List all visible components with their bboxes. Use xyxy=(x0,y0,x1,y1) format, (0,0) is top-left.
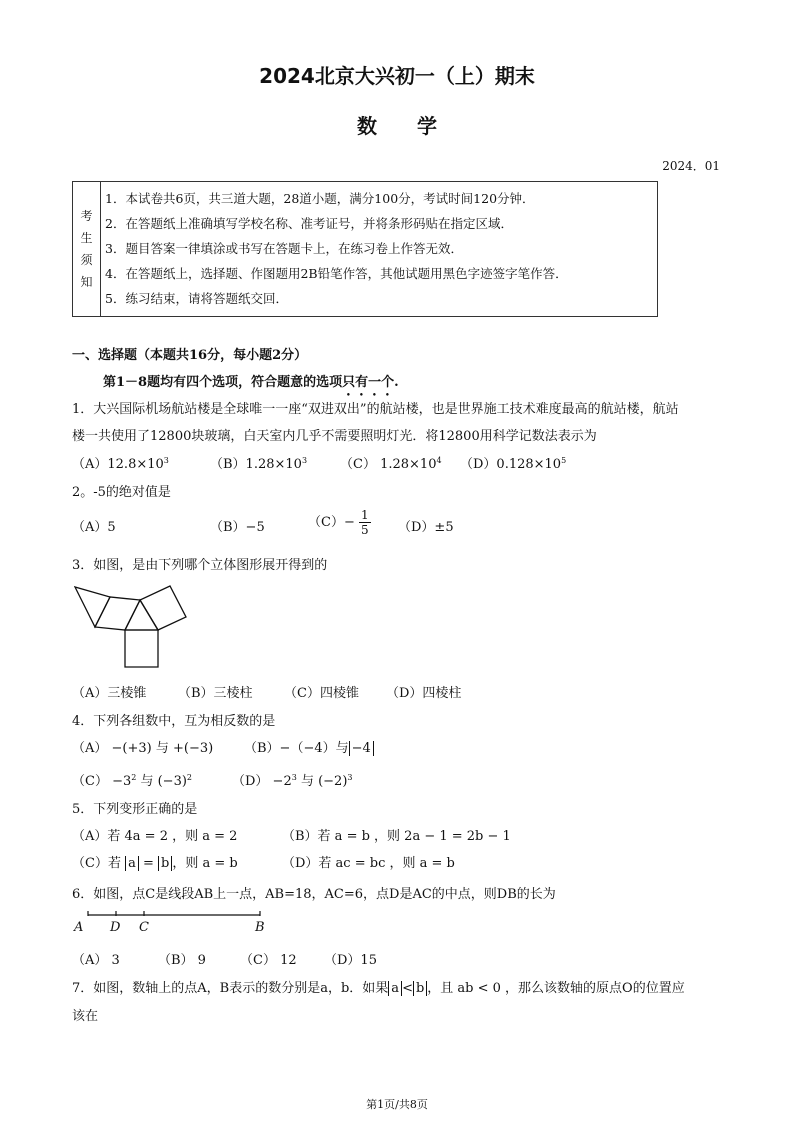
q6-option-d: （D）15 xyxy=(324,953,377,968)
q2-option-d: （D）±5 xyxy=(398,520,454,535)
q5-c-suffix: ，则 a = b xyxy=(172,856,238,871)
q5-c-abs-a: a xyxy=(125,856,139,871)
q1-a-text: （A）12.8×10 xyxy=(72,457,164,472)
q1-option-d xyxy=(460,453,566,472)
q4-option-c xyxy=(72,770,192,789)
section-heading: 一、选择题（本题共16分，每小题2分） xyxy=(72,348,308,363)
notice-item: 1．本试卷共6页，共三道大题，28道小题，满分100分，考试时间120分钟． xyxy=(105,191,535,206)
q4-c-part2: 与 (−3) xyxy=(136,774,187,789)
q6-option-c: （C） 12 xyxy=(240,953,297,968)
instruction-prefix: 第1－8题均有四个选项，符合题意的选项 xyxy=(103,375,343,390)
q5-stem: 5．下列变形正确的是 xyxy=(72,802,198,817)
notice-box xyxy=(72,181,658,317)
q6-stem: 6．如图，点C是线段AB上一点，AB=18，AC=6，点D是AC的中点，则DB的长为 xyxy=(72,887,556,902)
q1-option-a xyxy=(72,453,169,472)
instruction-emphasis: 只有一个 xyxy=(342,375,395,390)
q3-center-triangle xyxy=(125,600,158,630)
q4-d-part1: （D） −2 xyxy=(232,774,292,789)
q7-suffix: ，且 ab < 0 ，那么该数轴的原点O的位置应 xyxy=(427,981,685,996)
q3-option-b: （B）三棱柱 xyxy=(178,686,253,701)
q3-bottom-square xyxy=(125,630,158,667)
section-instruction xyxy=(103,371,399,399)
q3-option-d: （D）四棱柱 xyxy=(386,686,462,701)
page-footer: 第1页/共8页 xyxy=(366,1098,428,1111)
q3-right-square xyxy=(140,586,186,630)
q4-d-part2: 与 (−2) xyxy=(296,774,348,789)
q5-option-a: （A）若 4a = 2 ，则 a = 2 xyxy=(72,829,238,844)
q1-b-exp: 3 xyxy=(301,456,308,465)
q4-option-b xyxy=(244,737,374,756)
q5-c-eq: = xyxy=(143,856,154,871)
q4-b-prefix: （B）−（−4）与 xyxy=(244,741,349,756)
subject-title: 数学 xyxy=(357,114,477,138)
notice-item: 4．在答题纸上，选择题、作图题用2B铅笔作答，其他试题用黑色字迹签字笔作答． xyxy=(105,266,568,281)
q1-option-c xyxy=(340,453,442,472)
q4-d-exp2: 3 xyxy=(347,773,353,782)
q1-b-text: （B）1.28×10 xyxy=(210,457,302,472)
q2-stem: 2。-5的绝对值是 xyxy=(72,485,171,500)
q2-c-prefix: （C）− xyxy=(308,515,355,530)
q2-c-fraction xyxy=(359,508,371,537)
notice-item: 3．题目答案一律填涂或书写在答题卡上，在练习卷上作答无效． xyxy=(105,241,463,256)
q5-option-d: （D）若 ac = bc ，则 a = b xyxy=(282,856,455,871)
notice-side-label xyxy=(73,182,101,316)
q4-option-a: （A） −(+3) 与 +(−3) xyxy=(72,741,214,756)
q2-option-a: （A）5 xyxy=(72,520,116,535)
notice-item: 2．在答题纸上准确填写学校名称、准考证号，并将条形码贴在指定区域． xyxy=(105,216,513,231)
q6-label-d: D xyxy=(110,920,121,935)
q7-prefix: 7．如图，数轴上的点A，B表示的数分别是a，b．如果 xyxy=(72,981,389,996)
q4-c-exp1: 2 xyxy=(131,773,137,782)
q1-a-exp: 3 xyxy=(163,456,169,465)
q2-option-b: （B）−5 xyxy=(210,520,265,535)
q7-lt: < xyxy=(402,981,413,996)
notice-side-char: 生 xyxy=(80,231,93,245)
q6-segment-figure xyxy=(72,908,272,934)
q3-stem: 3．如图，是由下列哪个立体图形展开得到的 xyxy=(72,558,328,573)
q2-c-denominator: 5 xyxy=(360,523,369,537)
q5-c-prefix: （C）若 xyxy=(72,856,121,871)
q5-option-c xyxy=(72,852,238,871)
q6-option-b: （B） 9 xyxy=(158,953,206,968)
q6-label-a: A xyxy=(74,920,84,935)
notice-side-char: 须 xyxy=(80,253,93,267)
q1-d-text: （D）0.128×10 xyxy=(460,457,562,472)
q1-d-exp: 5 xyxy=(561,456,567,465)
q1-stem-line1: 1．大兴国际机场航站楼是全球唯一一座“双进双出”的航站楼，也是世界施工技术难度最高的航站楼，航站 xyxy=(72,402,679,417)
q6-label-b: B xyxy=(255,920,265,935)
q1-c-text: （C） 1.28×10 xyxy=(340,457,437,472)
q4-c-part1: （C） −3 xyxy=(72,774,132,789)
q3-net-figure xyxy=(74,580,224,672)
q6-label-c: C xyxy=(139,920,149,935)
q4-option-d xyxy=(232,770,353,789)
q5-option-b: （B）若 a = b ，则 2a − 1 = 2b − 1 xyxy=(282,829,511,844)
q7-abs-b: b xyxy=(413,981,427,996)
exam-date: 2024．01 xyxy=(662,159,720,173)
q3-option-a: （A）三棱锥 xyxy=(72,686,147,701)
q5-c-abs-b: b xyxy=(158,856,172,871)
q2-option-c xyxy=(308,508,371,537)
q6-option-a: （A） 3 xyxy=(72,953,120,968)
q1-stem-line2: 楼一共使用了12800块玻璃，白天室内几乎不需要照明灯光．将12800用科学记数法表示为 xyxy=(72,429,597,444)
q7-stem-line2: 该在 xyxy=(72,1009,99,1024)
q2-c-numerator: 1 xyxy=(360,508,369,522)
q4-d-exp1: 3 xyxy=(291,773,297,782)
notice-item: 5．练习结束，请将答题纸交回． xyxy=(105,291,288,306)
q4-b-absolute: −4 xyxy=(349,741,374,756)
q3-option-c: （C）四棱锥 xyxy=(284,686,359,701)
q7-stem-line1 xyxy=(72,977,685,996)
notice-side-char: 考 xyxy=(80,209,93,223)
q7-abs-a: a xyxy=(388,981,402,996)
exam-title: 2024北京大兴初一（上）期末 xyxy=(259,64,535,88)
q4-stem: 4．下列各组数中，互为相反数的是 xyxy=(72,714,276,729)
notice-side-char: 知 xyxy=(80,275,93,289)
q4-c-exp2: 2 xyxy=(186,773,193,782)
notice-items xyxy=(105,186,568,311)
instruction-suffix: . xyxy=(394,375,399,390)
q1-c-exp: 4 xyxy=(436,456,442,465)
q1-option-b xyxy=(210,453,307,472)
